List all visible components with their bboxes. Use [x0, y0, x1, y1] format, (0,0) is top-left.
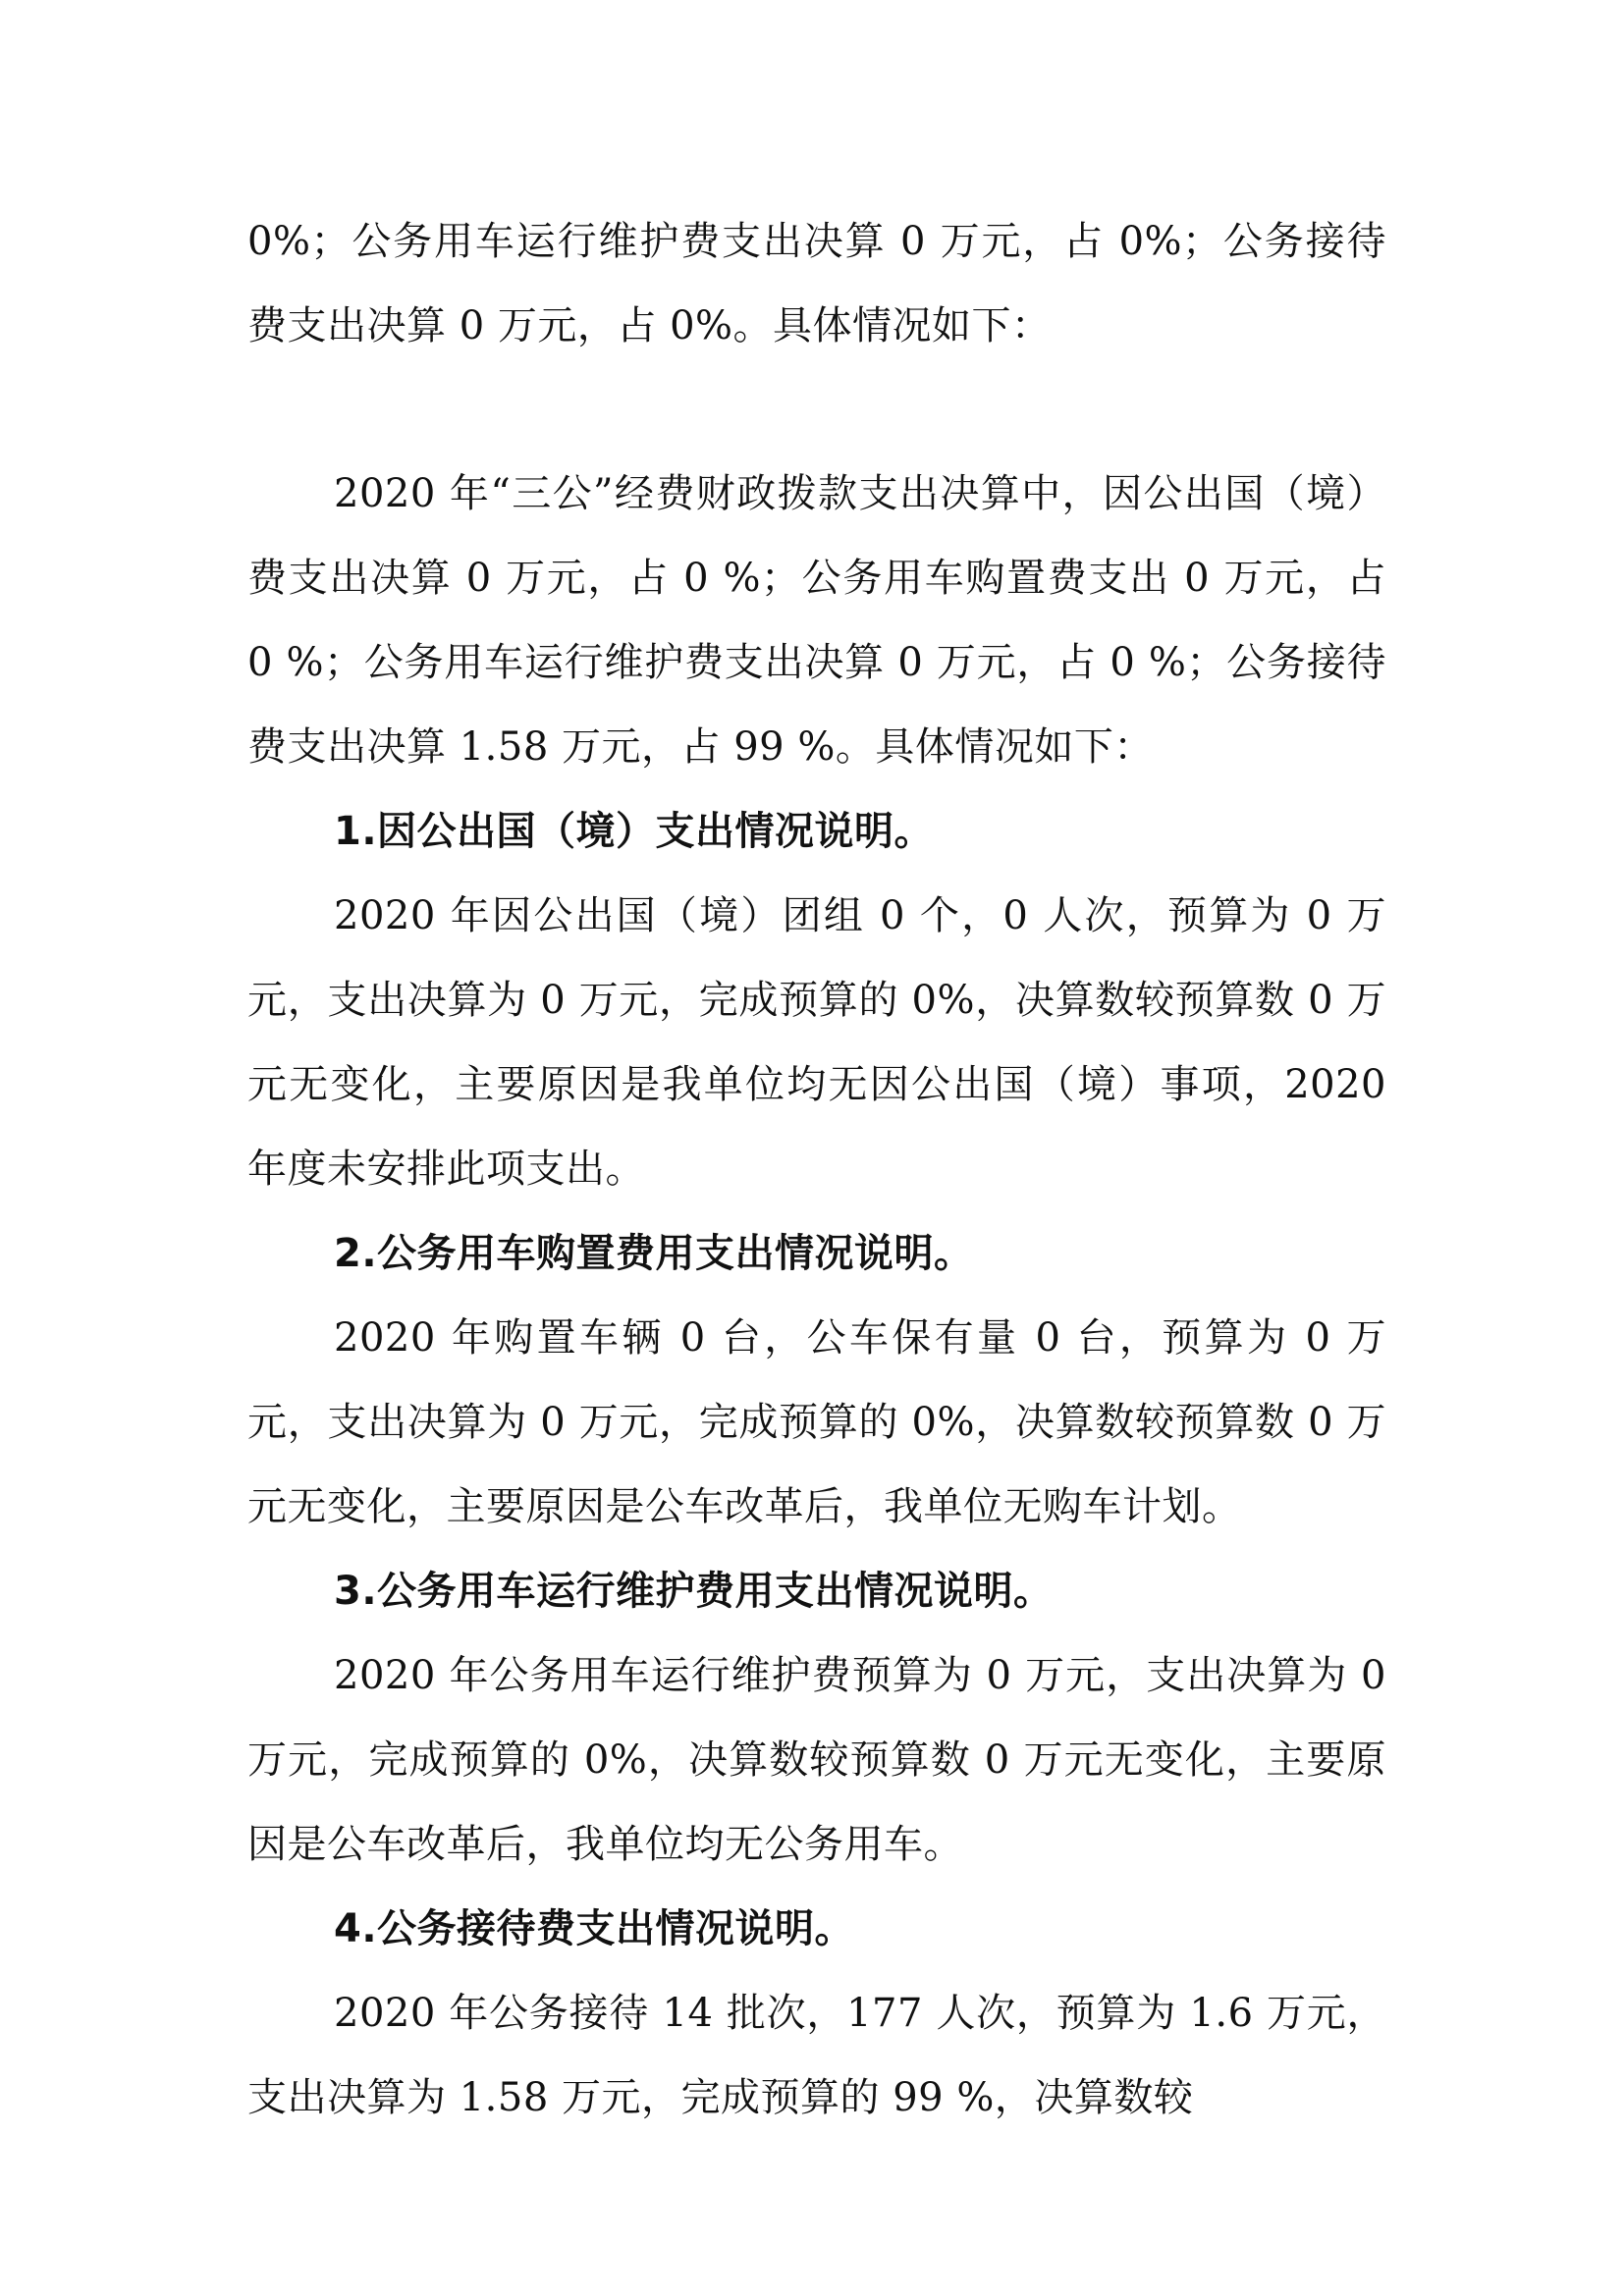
- section-heading-2: 2.公务用车购置费用支出情况说明。: [334, 1231, 974, 1276]
- section-heading-4: 4.公务接待费支出情况说明。: [334, 1906, 855, 1951]
- summary-paragraph: 2020 年“三公”经费财政拨款支出决算中，因公出国（境）费支出决算 0 万元，占 0 %；公务用车购置费支出 0 万元，占 0 %；公务用车运行维护费支出决算 0 万元，占 0 %；公务接待费支出决算 1.58 万元，占 99 %。具体情况如下：: [247, 471, 1386, 770]
- section-body-4: 2020 年公务接待 14 批次，177 人次，预算为 1.6 万元，支出决算为 1.58 万元，完成预算的 99 %，决算数较: [247, 1991, 1386, 2120]
- continuation-paragraph: 0%；公务用车运行维护费支出决算 0 万元，占 0%；公务接待费支出决算 0 万元，占 0%。具体情况如下：: [247, 219, 1386, 348]
- section-heading-1: 1.因公出国（境）支出情况说明。: [334, 809, 935, 854]
- main-text-block: [247, 452, 1386, 2140]
- section-body-3: 2020 年公务用车运行维护费预算为 0 万元，支出决算为 0 万元，完成预算的 0%，决算数较预算数 0 万元无变化，主要原因是公车改革后，我单位均无公务用车。: [247, 1653, 1386, 1867]
- continuation-block: [247, 199, 1386, 368]
- section-body-1: 2020 年因公出国（境）团组 0 个，0 人次，预算为 0 万元，支出决算为 0 万元，完成预算的 0%，决算数较预算数 0 万元无变化，主要原因是我单位均无因公出国（境）事项，2020 年度未安排此项支出。: [247, 893, 1386, 1192]
- section-body-2: 2020 年购置车辆 0 台，公车保有量 0 台，预算为 0 万元，支出决算为 0 万元，完成预算的 0%，决算数较预算数 0 万元无变化，主要原因是公车改革后，我单位无购车计划。: [247, 1315, 1386, 1529]
- section-heading-3: 3.公务用车运行维护费用支出情况说明。: [334, 1569, 1054, 1614]
